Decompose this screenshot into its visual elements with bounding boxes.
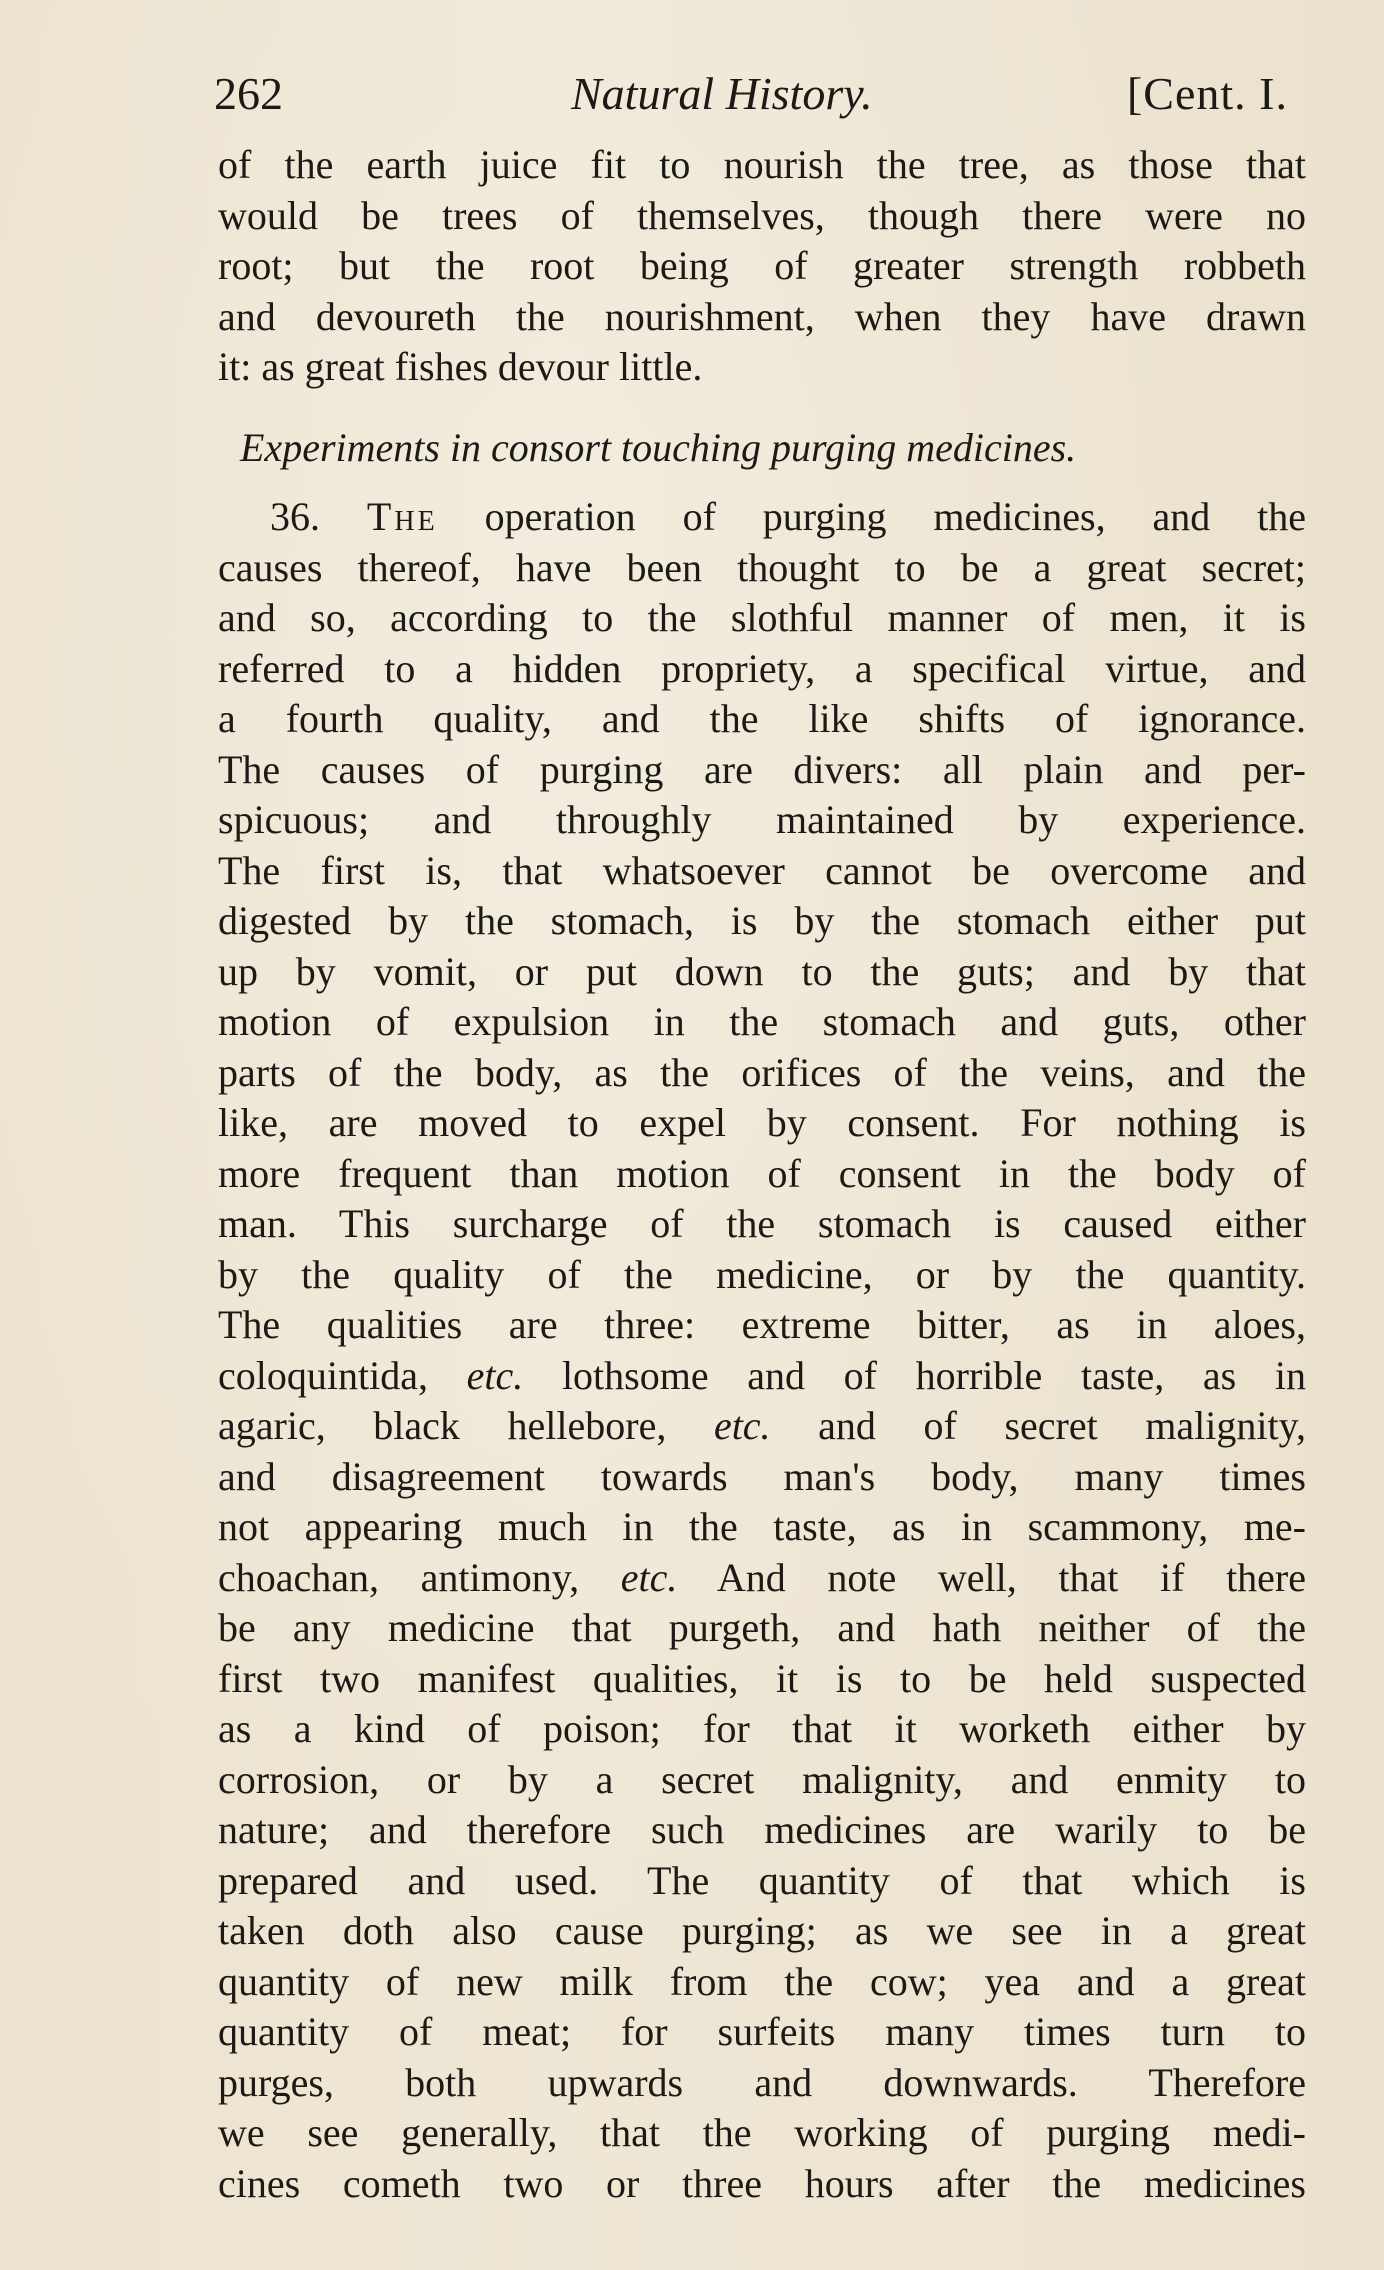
text-line — [218, 1401, 1306, 1452]
text-line: would be trees of themselves, though there were no — [218, 192, 1306, 238]
text-line: of the earth juice fit to nourish the tree, as those that — [218, 142, 1306, 187]
text-line: as a kind of poison; for that it worketh either by — [218, 1706, 1306, 1751]
text-line: digested by the stomach, is by the stomach either put — [218, 898, 1306, 943]
section-heading: Experiments in consort touching purging medicines. — [240, 425, 1077, 470]
page-header — [214, 64, 1288, 124]
text-line: The causes of purging are divers: all plain and per- — [218, 746, 1306, 792]
paragraph-number: 36. — [270, 494, 320, 539]
paragraph-first-line — [218, 492, 1306, 543]
text-fragment: choachan, antimony, — [218, 1554, 580, 1600]
text-line: not appearing much in the taste, as in scammony, me- — [218, 1504, 1306, 1549]
text-line: referred to a hidden propriety, a specifical virtue, and — [218, 645, 1306, 691]
text-line — [218, 1553, 1306, 1604]
text-fragment: lothsome and of horrible taste, as in — [561, 1352, 1307, 1398]
text-line — [218, 1351, 1306, 1402]
text-line: first two manifest qualities, it is to be held suspected — [218, 1655, 1306, 1701]
text-line: causes thereof, have been thought to be a great secret; — [218, 544, 1306, 590]
text-line: man. This surcharge of the stomach is caused either — [218, 1201, 1306, 1246]
text-line: nature; and therefore such medicines are warily to be — [218, 1807, 1306, 1852]
text-line: and so, according to the slothful manner of men, it is — [218, 595, 1306, 640]
text-line: parts of the body, as the orifices of the veins, and the — [218, 1049, 1306, 1095]
text-line: it: as great fishes devour little. — [218, 344, 703, 389]
etc-abbreviation: etc. — [466, 1352, 524, 1398]
text-line: corrosion, or by a secret malignity, and enmity to — [218, 1756, 1306, 1802]
text-line: spicuous; and throughly maintained by experience. — [218, 797, 1306, 842]
text-line: taken doth also cause purging; as we see in a great — [218, 1908, 1306, 1953]
text-line: motion of expulsion in the stomach and guts, other — [218, 999, 1306, 1044]
text-line: up by vomit, or put down to the guts; and by that — [218, 948, 1306, 994]
continued-paragraph — [218, 140, 1306, 393]
text-line: prepared and used. The quantity of that which is — [218, 1857, 1306, 1903]
section-mark: [Cent. I. — [1126, 68, 1288, 119]
text-line: root; but the root being of greater strength robbeth — [218, 243, 1306, 288]
text-fragment: agaric, black hellebore, — [218, 1403, 667, 1448]
text-line: quantity of meat; for surfeits many times turn to — [218, 2009, 1306, 2054]
text-line: The first is, that whatsoever cannot be overcome and — [218, 847, 1306, 893]
text-line: by the quality of the medicine, or by the quantity. — [218, 1251, 1306, 1297]
page-number: 262 — [214, 68, 283, 119]
text-line: like, are moved to expel by consent. For nothing is — [218, 1100, 1306, 1145]
text-line: cines cometh two or three hours after the medicines — [218, 2160, 1306, 2206]
text-line: and devoureth the nourishment, when they have drawn — [218, 293, 1306, 339]
text-line: and disagreement towards man's body, many times — [218, 1453, 1306, 1499]
text-line: we see generally, that the working of purging medi- — [218, 2110, 1306, 2155]
text-line: a fourth quality, and the like shifts of ignorance. — [218, 696, 1306, 741]
etc-abbreviation: etc. — [620, 1554, 678, 1600]
text-line: more frequent than motion of consent in the body of — [218, 1150, 1306, 1196]
text-fragment: and of secret malignity, — [818, 1403, 1307, 1448]
text-fragment: coloquintida, — [218, 1352, 428, 1398]
text-line-rest: operation of purging medicines, and the — [484, 494, 1307, 539]
text-line: quantity of new milk from the cow; yea and a great — [218, 1958, 1306, 2004]
text-line: The qualities are three: extreme bitter, as in aloes, — [218, 1302, 1306, 1347]
paragraph-first-word: The — [366, 494, 438, 539]
etc-abbreviation: etc. — [713, 1403, 771, 1448]
text-line: purges, both upwards and downwards. Therefore — [218, 2059, 1306, 2105]
running-title: Natural History. — [571, 68, 873, 119]
text-line: be any medicine that purgeth, and hath neither of the — [218, 1605, 1306, 1650]
paragraph-36 — [218, 492, 1306, 2209]
text-fragment: And note well, that if there — [716, 1554, 1307, 1600]
